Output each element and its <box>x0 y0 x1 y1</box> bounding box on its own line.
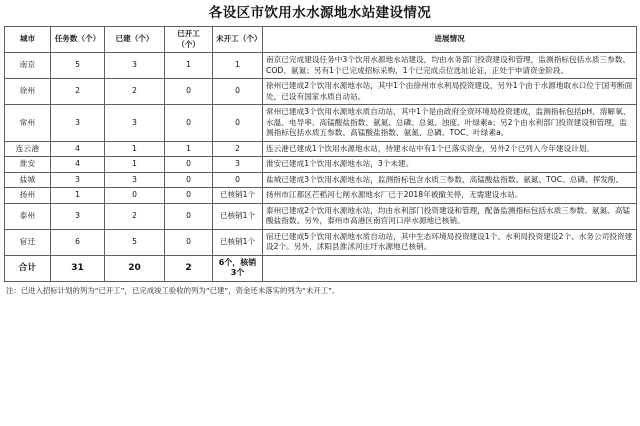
cell-city: 常州 <box>5 105 51 142</box>
cell-not-started: 1 <box>213 53 263 79</box>
cell-task-count: 4 <box>51 141 105 157</box>
cell-task-count: 31 <box>51 255 105 281</box>
cell-task-count: 2 <box>51 79 105 105</box>
cell-city: 南京 <box>5 53 51 79</box>
cell-progress: 常州已建成3个饮用水源地水质自动站，其中1个是由政府全资环境局投资建成，监测指标包括pH、溶解氧、水温、电导率、高锰酸盐指数、氨氮、总磷、总氮、浊度、叶绿素a；另2个由水利部门投资建设和管理，监测指标包括水质五参数、高锰酸盐指数、氨氮、总磷、TOC、叶绿素a。 <box>263 105 637 142</box>
cell-built: 0 <box>105 188 165 204</box>
cell-built: 5 <box>105 229 165 255</box>
cell-progress: 宿迁已建成5个饮用水源地水质自动站，其中生态环境局投资建设1个、水利局投资建设2个、水务公司投资建设2个。另外，沭阳县淮沭河庄圩水源地已核销。 <box>263 229 637 255</box>
table-row <box>5 188 637 204</box>
column-header-progress: 进展情况 <box>263 27 637 53</box>
table-footnote: 注：已进入招标计划的列为“已开工”，已完成竣工验收的列为“已建”，资金还未落实的列为“未开工”。 <box>6 285 340 295</box>
cell-built: 1 <box>105 157 165 173</box>
table-row <box>5 141 637 157</box>
cell-city: 盐城 <box>5 172 51 188</box>
cell-progress: 泰州已建成2个饮用水源地水站，均由水利部门投资建设和管理，配备监测指标包括水质三参数、氨氮、高锰酸盐指数。另外，泰州市高港区南官河口岸水源地已核销。 <box>263 203 637 229</box>
cell-built: 3 <box>105 105 165 142</box>
cell-started: 0 <box>165 229 213 255</box>
cell-not-started: 2 <box>213 141 263 157</box>
column-header-not-started: 未开工（个） <box>213 27 263 53</box>
table-row <box>5 203 637 229</box>
cell-progress: 盐城已建成3个饮用水源地水站，监测指标包含水质三参数、高锰酸盐指数、氨氮、TOC、总磷、挥发酚。 <box>263 172 637 188</box>
cell-task-count: 6 <box>51 229 105 255</box>
cell-task-count: 5 <box>51 53 105 79</box>
table-row <box>5 79 637 105</box>
cell-built: 1 <box>105 141 165 157</box>
table-row <box>5 157 637 173</box>
table-header-row <box>5 27 637 53</box>
table-row <box>5 229 637 255</box>
cell-progress: 南京已完成建设任务中3个饮用水源地水站建设，均由水务部门投资建设和管理，监测指标包括水质三参数、COD、氨氮；另有1个已完成招标采购，1个已完成点位选址论证，正处于申请资金阶段。 <box>263 53 637 79</box>
cell-city: 宿迁 <box>5 229 51 255</box>
cell-task-count: 1 <box>51 188 105 204</box>
table-header <box>5 27 637 53</box>
cell-progress: 连云港已建成1个饮用水源地水站，待建水站中有1个已落实资金，另外2个已列入今年建设计划。 <box>263 141 637 157</box>
cell-task-count: 4 <box>51 157 105 173</box>
water-station-table <box>4 26 637 282</box>
column-header-task-count: 任务数（个） <box>51 27 105 53</box>
cell-started: 1 <box>165 141 213 157</box>
cell-started: 0 <box>165 157 213 173</box>
cell-not-started: 6个，核销3个 <box>213 255 263 281</box>
cell-progress: 淮安已建成1个饮用水源地水站，3个未建。 <box>263 157 637 173</box>
cell-city: 淮安 <box>5 157 51 173</box>
cell-built: 3 <box>105 53 165 79</box>
cell-built: 2 <box>105 203 165 229</box>
table-row <box>5 105 637 142</box>
cell-city: 泰州 <box>5 203 51 229</box>
cell-city: 徐州 <box>5 79 51 105</box>
cell-built: 20 <box>105 255 165 281</box>
cell-started: 0 <box>165 188 213 204</box>
cell-progress: 扬州市江都区芒稻河七闸水源地水厂已于2018年被撤关停，无需建设水站。 <box>263 188 637 204</box>
cell-progress: 徐州已建成2个饮用水源地水站，其中1个由徐州市水利局投资建设，另外1个由于水源地取水口位于国考断面处，已设有国家水质自动站。 <box>263 79 637 105</box>
cell-not-started: 0 <box>213 105 263 142</box>
cell-task-count: 3 <box>51 105 105 142</box>
cell-city: 扬州 <box>5 188 51 204</box>
cell-progress <box>263 255 637 281</box>
column-header-built: 已建（个） <box>105 27 165 53</box>
cell-started: 2 <box>165 255 213 281</box>
cell-city: 合计 <box>5 255 51 281</box>
cell-not-started: 已核销1个 <box>213 229 263 255</box>
cell-not-started: 3 <box>213 157 263 173</box>
table-body <box>5 53 637 282</box>
cell-built: 2 <box>105 79 165 105</box>
cell-started: 1 <box>165 53 213 79</box>
cell-started: 0 <box>165 203 213 229</box>
page-title: 各设区市饮用水水源地水站建设情况 <box>208 5 432 21</box>
table-row <box>5 53 637 79</box>
cell-built: 3 <box>105 172 165 188</box>
cell-not-started: 已核销1个 <box>213 203 263 229</box>
column-header-started: 已开工（个） <box>165 27 213 53</box>
cell-task-count: 3 <box>51 203 105 229</box>
cell-task-count: 3 <box>51 172 105 188</box>
table-total-row <box>5 255 637 281</box>
column-header-city: 城市 <box>5 27 51 53</box>
table-row <box>5 172 637 188</box>
cell-started: 0 <box>165 105 213 142</box>
cell-not-started: 0 <box>213 172 263 188</box>
cell-not-started: 已核销1个 <box>213 188 263 204</box>
cell-not-started: 0 <box>213 79 263 105</box>
cell-city: 连云港 <box>5 141 51 157</box>
cell-started: 0 <box>165 172 213 188</box>
cell-started: 0 <box>165 79 213 105</box>
